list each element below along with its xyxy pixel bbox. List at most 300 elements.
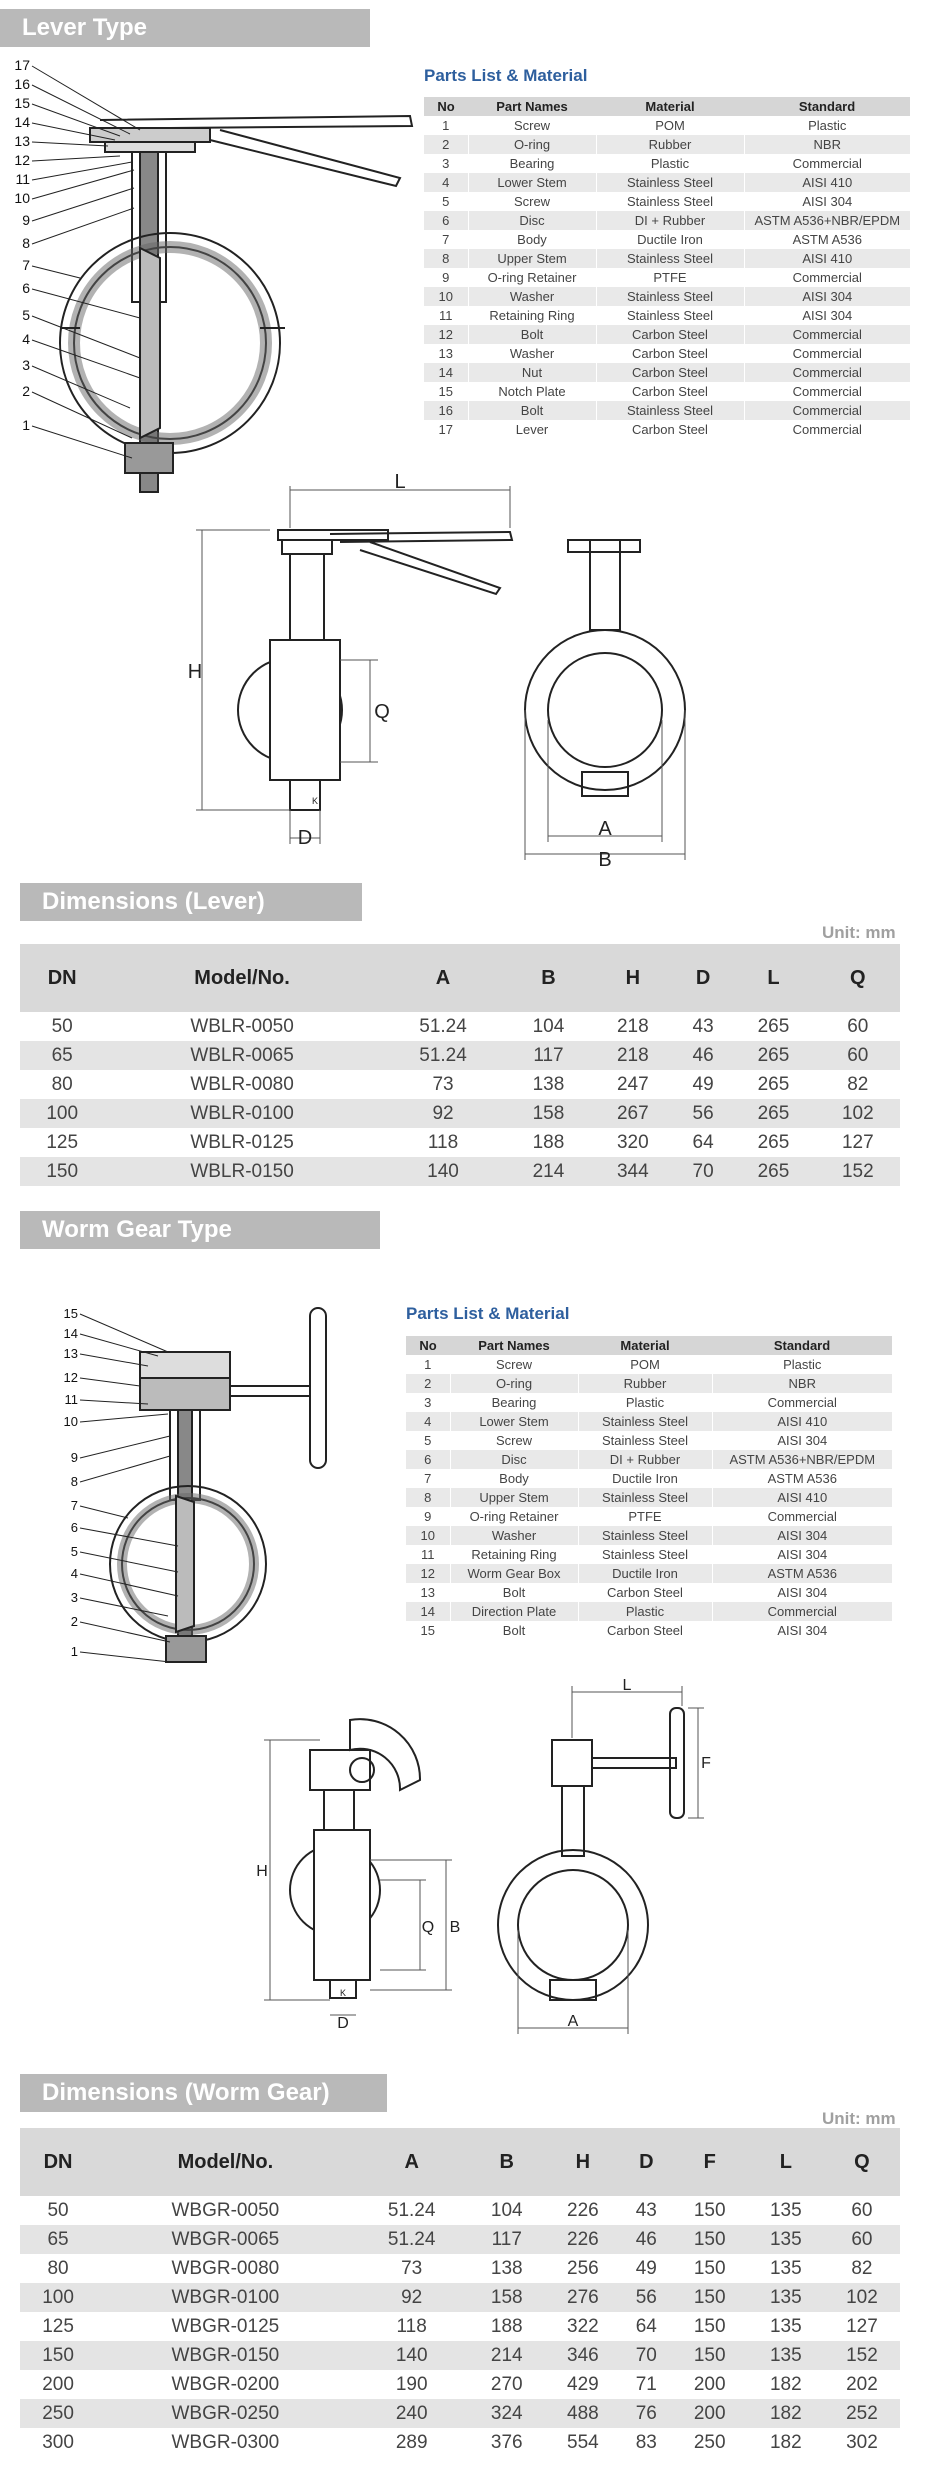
parts-cell: Retaining Ring (468, 306, 596, 325)
parts-cell: Nut (468, 363, 596, 382)
dim-cell: 80 (51, 1073, 73, 1095)
dim-cell: 289 (395, 2431, 428, 2453)
dim-cell: 46 (621, 2225, 672, 2254)
dim-cell: 265 (731, 1041, 815, 1070)
parts-cell: Bolt (468, 401, 596, 420)
callout-9: 9 (22, 212, 30, 228)
parts-row (424, 306, 910, 325)
callout-14: 14 (14, 114, 30, 130)
dim-cell: 60 (847, 1015, 869, 1037)
parts-cell: 2 (406, 1374, 450, 1393)
parts-cell: Commercial (767, 1395, 837, 1410)
worm-section-drawing (63, 1306, 408, 1676)
parts-cell: Commercial (744, 325, 910, 344)
dim-cell: 118 (396, 2315, 427, 2337)
callout-1: 1 (22, 417, 30, 433)
parts-cell: Bearing (450, 1393, 578, 1412)
parts-cell: Commercial (712, 1602, 892, 1621)
dim-cell: 92 (355, 2283, 469, 2312)
dim-cell: 82 (851, 2257, 873, 2279)
lever-parts-title: Parts List & Material (424, 66, 588, 85)
dim-cell: 49 (635, 2257, 657, 2279)
callout-2: 2 (22, 383, 30, 399)
worm-dimensions-title: Dimensions (Worm Gear) (20, 2074, 387, 2112)
worm-section-title: Worm Gear Type (20, 1211, 380, 1249)
worm-parts-table (406, 1336, 892, 1640)
parts-row (424, 287, 910, 306)
dim-cell: 56 (621, 2283, 672, 2312)
worm-dim-label-b: B (449, 1919, 461, 1936)
parts-row (424, 344, 910, 363)
dim-cell: 92 (380, 1099, 507, 1128)
parts-cell: Washer (468, 344, 596, 363)
worm-dim-label-q: Q (421, 1919, 435, 1936)
dim-header-cell: L (748, 2128, 824, 2196)
dim-cell: 76 (621, 2399, 672, 2428)
parts-cell: 2 (424, 135, 468, 154)
worm-callout-6: 6 (70, 1520, 78, 1535)
parts-cell: Commercial (744, 363, 910, 382)
dim-cell: 56 (675, 1099, 731, 1128)
parts-cell: O-ring (468, 135, 596, 154)
dim-cell: 64 (635, 2315, 657, 2337)
parts-row (424, 325, 910, 344)
parts-cell: Bolt (450, 1621, 578, 1640)
dim-row (20, 2370, 900, 2399)
parts-cell: Carbon Steel (596, 325, 744, 344)
parts-row (406, 1469, 892, 1488)
worm-callout-2: 2 (70, 1614, 78, 1629)
dim-cell: 60 (816, 1041, 900, 1070)
lever-dimensions-table (20, 944, 900, 1186)
dim-header-cell: Model/No. (104, 944, 379, 1012)
worm-dim-label-f: F (701, 1755, 711, 1772)
dim-cell: 320 (616, 1131, 649, 1153)
dim-cell: 125 (46, 1131, 79, 1153)
dim-cell: 182 (769, 2431, 802, 2453)
worm-callout-12: 12 (63, 1370, 78, 1385)
dim-cell: 218 (616, 1015, 649, 1037)
parts-cell: 4 (406, 1412, 450, 1431)
parts-cell: Retaining Ring (450, 1545, 578, 1564)
dim-cell: 252 (824, 2399, 900, 2428)
dim-cell: 102 (824, 2283, 900, 2312)
parts-row (424, 154, 910, 173)
dim-cell: 190 (395, 2373, 428, 2395)
dim-cell: 70 (675, 1157, 731, 1186)
dim-cell: WBGR-0125 (171, 2315, 280, 2337)
dim-cell: 214 (469, 2341, 545, 2370)
parts-cell: 5 (406, 1431, 450, 1450)
parts-cell: Upper Stem (468, 249, 596, 268)
dim-cell: 65 (20, 2225, 96, 2254)
callout-13: 13 (14, 133, 30, 149)
dim-cell: 117 (506, 1041, 590, 1070)
dim-row (20, 2254, 900, 2283)
parts-cell: ASTM A536 (767, 1471, 837, 1486)
dim-cell: WBGR-0300 (171, 2431, 280, 2453)
dim-cell: 265 (757, 1073, 790, 1095)
dim-cell: 322 (567, 2315, 599, 2337)
col-material: Material (596, 97, 744, 116)
dim-cell: 200 (672, 2399, 748, 2428)
dim-cell: 300 (42, 2431, 74, 2453)
parts-cell: 14 (406, 1602, 450, 1621)
dim-label-b: B (598, 849, 612, 871)
parts-cell: 7 (424, 230, 468, 249)
parts-cell: Plastic (596, 154, 744, 173)
dim-cell: WBGR-0080 (171, 2257, 280, 2279)
dim-cell: 376 (490, 2431, 523, 2453)
worm-callout-9: 9 (70, 1450, 78, 1465)
dim-cell: 83 (635, 2431, 657, 2453)
dim-cell: 138 (490, 2257, 523, 2279)
parts-cell: 7 (406, 1469, 450, 1488)
dim-cell: 140 (355, 2341, 469, 2370)
parts-cell: ASTM A536 (792, 232, 862, 247)
dim-cell: 43 (635, 2199, 657, 2221)
dim-row (20, 1041, 900, 1070)
dim-cell: 150 (672, 2341, 748, 2370)
dim-cell: 200 (42, 2373, 74, 2395)
parts-cell: ASTM A536 (712, 1564, 892, 1583)
parts-cell: Commercial (792, 156, 862, 171)
parts-cell: AISI 304 (744, 287, 910, 306)
callout-4: 4 (22, 331, 30, 347)
parts-cell: 3 (406, 1393, 450, 1412)
dim-cell: 125 (42, 2315, 74, 2337)
dim-label-l: L (394, 471, 406, 493)
parts-cell: 10 (424, 287, 468, 306)
dim-cell: WBGR-0150 (96, 2341, 355, 2370)
dim-cell: 270 (490, 2373, 523, 2395)
dim-row (20, 2341, 900, 2370)
parts-row (424, 363, 910, 382)
worm-dim-label-a: A (567, 2013, 579, 2030)
dim-cell: 152 (824, 2341, 900, 2370)
dim-cell: 100 (20, 2283, 96, 2312)
worm-callout-13: 13 (63, 1346, 78, 1361)
parts-cell: Stainless Steel (596, 173, 744, 192)
col-material: Material (578, 1336, 712, 1355)
parts-cell: Plastic (578, 1602, 712, 1621)
dim-cell: 302 (846, 2431, 878, 2453)
parts-cell: 9 (424, 268, 468, 287)
dim-label-d: D (297, 827, 313, 849)
parts-row (406, 1431, 892, 1450)
parts-cell: NBR (744, 135, 910, 154)
dim-label-q: Q (374, 701, 390, 723)
worm-callout-10: 10 (63, 1414, 78, 1429)
dim-cell: 182 (748, 2399, 824, 2428)
dim-header-cell: A (380, 944, 507, 1012)
dim-cell: 118 (427, 1131, 459, 1153)
dim-cell: 240 (355, 2399, 469, 2428)
worm-dimension-drawing (250, 1677, 711, 2060)
parts-cell: DI + Rubber (596, 211, 744, 230)
parts-cell: AISI 410 (744, 249, 910, 268)
parts-cell: Rubber (578, 1374, 712, 1393)
dim-header-cell: D (621, 2128, 672, 2196)
col-no: No (406, 1336, 450, 1355)
dim-header-cell: Q (824, 2128, 900, 2196)
dim-cell: 150 (672, 2225, 748, 2254)
parts-cell: Stainless Steel (596, 249, 744, 268)
parts-cell: Carbon Steel (596, 363, 744, 382)
parts-cell: Rubber (596, 135, 744, 154)
parts-cell: O-ring (450, 1374, 578, 1393)
dim-cell: 104 (532, 1015, 565, 1037)
parts-cell: Screw (468, 192, 596, 211)
dim-cell: 158 (506, 1099, 590, 1128)
dim-cell: 73 (432, 1073, 454, 1095)
dim-cell: 49 (692, 1073, 714, 1095)
parts-cell: 6 (424, 211, 468, 230)
dim-row (20, 2196, 900, 2225)
dim-cell: WBGR-0100 (96, 2283, 355, 2312)
parts-cell: Stainless Steel (578, 1526, 712, 1545)
dim-cell: 51.24 (419, 1015, 467, 1037)
dim-cell: 150 (20, 2341, 96, 2370)
lever-parts-table (424, 97, 910, 439)
parts-cell: Washer (450, 1526, 578, 1545)
dim-cell: 150 (693, 2315, 726, 2337)
dim-row (20, 2283, 900, 2312)
dim-row (20, 1099, 900, 1128)
dim-cell: 218 (591, 1041, 675, 1070)
dim-cell: 265 (731, 1099, 815, 1128)
dim-cell: 80 (47, 2257, 69, 2279)
callout-8: 8 (22, 235, 30, 251)
worm-callout-14: 14 (63, 1326, 78, 1341)
parts-cell: DI + Rubber (578, 1450, 712, 1469)
parts-cell: ASTM A536+NBR/EPDM (744, 211, 910, 230)
parts-row (406, 1526, 892, 1545)
dim-cell: 104 (490, 2199, 523, 2221)
dim-cell: 135 (769, 2199, 802, 2221)
dim-cell: WBLR-0100 (104, 1099, 379, 1128)
dim-label-k: K (311, 796, 319, 806)
parts-cell: Screw (450, 1355, 578, 1374)
parts-cell: Disc (468, 211, 596, 230)
parts-cell: Commercial (792, 384, 862, 399)
parts-row (406, 1507, 892, 1526)
parts-cell: Bolt (468, 325, 596, 344)
dim-header-cell: Q (816, 944, 900, 1012)
worm-callout-4: 4 (70, 1566, 78, 1581)
parts-cell: Stainless Steel (578, 1488, 712, 1507)
parts-row (424, 230, 910, 249)
parts-cell: 1 (424, 116, 468, 135)
parts-cell: 13 (424, 344, 468, 363)
parts-cell: AISI 304 (777, 1585, 828, 1600)
callout-15: 15 (14, 95, 30, 111)
parts-cell: ASTM A536+NBR/EPDM (712, 1450, 892, 1469)
parts-cell: Commercial (792, 422, 862, 437)
dim-cell: 150 (20, 1157, 104, 1186)
parts-cell: Lower Stem (450, 1412, 578, 1431)
parts-cell: 15 (424, 382, 468, 401)
dim-cell: 188 (532, 1131, 565, 1153)
parts-cell: Plastic (783, 1357, 822, 1372)
parts-cell: 16 (424, 401, 468, 420)
dim-cell: 158 (469, 2283, 545, 2312)
parts-cell: Notch Plate (468, 382, 596, 401)
dim-label-a: A (598, 818, 612, 840)
parts-cell: Commercial (744, 401, 910, 420)
parts-row (424, 268, 910, 287)
dim-row (20, 2312, 900, 2341)
parts-cell: PTFE (596, 268, 744, 287)
worm-dim-label-k: K (339, 1988, 347, 1998)
dim-cell: 60 (824, 2225, 900, 2254)
worm-callout-5: 5 (70, 1544, 78, 1559)
worm-dim-label-l: L (622, 1677, 632, 1694)
dim-cell: 102 (816, 1099, 900, 1128)
dim-cell: 276 (545, 2283, 621, 2312)
dim-header-cell: B (506, 944, 590, 1012)
dim-cell: 127 (846, 2315, 878, 2337)
parts-cell: Bearing (468, 154, 596, 173)
dim-cell: 51.24 (387, 2199, 436, 2221)
parts-cell: AISI 304 (777, 1547, 828, 1562)
dim-cell: 265 (731, 1157, 815, 1186)
parts-cell: 12 (424, 325, 468, 344)
parts-cell: AISI 304 (712, 1526, 892, 1545)
lever-dimensions-title: Dimensions (Lever) (20, 883, 362, 921)
dim-cell: 226 (567, 2199, 599, 2221)
parts-cell: Washer (468, 287, 596, 306)
parts-cell: O-ring Retainer (450, 1507, 578, 1526)
parts-row (406, 1621, 892, 1640)
callout-12: 12 (14, 152, 30, 168)
dim-cell: WBLR-0125 (190, 1131, 294, 1153)
col-standard: Standard (712, 1336, 892, 1355)
col-no: No (424, 97, 468, 116)
dim-cell: 51.24 (380, 1041, 507, 1070)
parts-row (406, 1583, 892, 1602)
worm-dim-label-d: D (337, 2015, 349, 2032)
parts-cell: Stainless Steel (578, 1545, 712, 1564)
dim-row (20, 2225, 900, 2254)
parts-row (424, 211, 910, 230)
dim-cell: 150 (693, 2199, 726, 2221)
parts-row (406, 1412, 892, 1431)
parts-cell: Stainless Steel (596, 192, 744, 211)
dim-row (20, 2399, 900, 2428)
dim-cell: 152 (816, 1157, 900, 1186)
dim-row (20, 2428, 900, 2457)
dim-cell: 135 (769, 2257, 802, 2279)
dim-cell: 429 (567, 2373, 599, 2395)
callout-6: 6 (22, 280, 30, 296)
worm-callout-11: 11 (64, 1392, 78, 1407)
dim-cell: WBGR-0200 (171, 2373, 280, 2395)
parts-cell: AISI 410 (712, 1412, 892, 1431)
parts-cell: 1 (406, 1355, 450, 1374)
parts-cell: Disc (450, 1450, 578, 1469)
dim-header-cell: DN (20, 2128, 96, 2196)
parts-cell: Ductile Iron (596, 230, 744, 249)
parts-cell: AISI 304 (802, 308, 853, 323)
parts-cell: AISI 304 (777, 1433, 828, 1448)
dim-header-cell: DN (20, 944, 104, 1012)
parts-cell: 11 (424, 306, 468, 325)
parts-cell: Carbon Steel (596, 382, 744, 401)
col-part-name: Part Names (468, 97, 596, 116)
parts-cell: AISI 410 (712, 1488, 892, 1507)
dim-header-cell: A (355, 2128, 469, 2196)
parts-row (424, 192, 910, 211)
parts-cell: 8 (406, 1488, 450, 1507)
dim-cell: 256 (567, 2257, 599, 2279)
parts-cell: Commercial (792, 346, 862, 361)
parts-cell: 5 (424, 192, 468, 211)
dim-cell: 46 (675, 1041, 731, 1070)
parts-row (406, 1545, 892, 1564)
parts-cell: Stainless Steel (578, 1431, 712, 1450)
lever-section-drawing (14, 57, 420, 458)
parts-row (406, 1602, 892, 1621)
dim-cell: 71 (635, 2373, 657, 2395)
dim-cell: 267 (591, 1099, 675, 1128)
dim-cell: 135 (748, 2225, 824, 2254)
dim-cell: 50 (47, 2199, 69, 2221)
callout-5: 5 (22, 307, 30, 323)
lever-section-title: Lever Type (0, 9, 370, 47)
parts-row (406, 1450, 892, 1469)
callout-17: 17 (14, 57, 30, 73)
parts-cell: Bolt (450, 1583, 578, 1602)
dim-cell: 344 (591, 1157, 675, 1186)
dim-cell: 127 (841, 1131, 874, 1153)
dim-cell: 226 (545, 2225, 621, 2254)
lever-unit-label: Unit: mm (822, 923, 896, 942)
dim-cell: WBGR-0050 (171, 2199, 280, 2221)
dim-cell: 488 (545, 2399, 621, 2428)
dim-cell: 346 (545, 2341, 621, 2370)
parts-cell: 8 (424, 249, 468, 268)
worm-callout-15: 15 (63, 1306, 78, 1321)
parts-cell: Commercial (792, 270, 862, 285)
parts-cell: Carbon Steel (578, 1583, 712, 1602)
dim-row (20, 1157, 900, 1186)
parts-row (406, 1393, 892, 1412)
worm-callout-7: 7 (70, 1498, 78, 1513)
parts-cell: Plastic (578, 1393, 712, 1412)
parts-cell: POM (578, 1355, 712, 1374)
parts-cell: Body (468, 230, 596, 249)
parts-cell: 11 (406, 1545, 450, 1564)
parts-cell: POM (596, 116, 744, 135)
dim-cell: 73 (401, 2257, 423, 2279)
parts-row (424, 401, 910, 420)
dim-header-cell: H (591, 944, 675, 1012)
dim-cell: 200 (693, 2373, 726, 2395)
parts-cell: 12 (406, 1564, 450, 1583)
parts-cell: PTFE (578, 1507, 712, 1526)
parts-cell: Carbon Steel (596, 344, 744, 363)
dim-cell: 135 (769, 2315, 802, 2337)
dim-cell: 117 (469, 2225, 545, 2254)
parts-cell: Lower Stem (468, 173, 596, 192)
dim-cell: WBGR-0250 (96, 2399, 355, 2428)
dim-cell: 51.24 (355, 2225, 469, 2254)
parts-cell: Screw (468, 116, 596, 135)
dim-cell: 82 (847, 1073, 869, 1095)
lever-dimension-drawing (187, 471, 750, 871)
parts-row (406, 1374, 892, 1393)
